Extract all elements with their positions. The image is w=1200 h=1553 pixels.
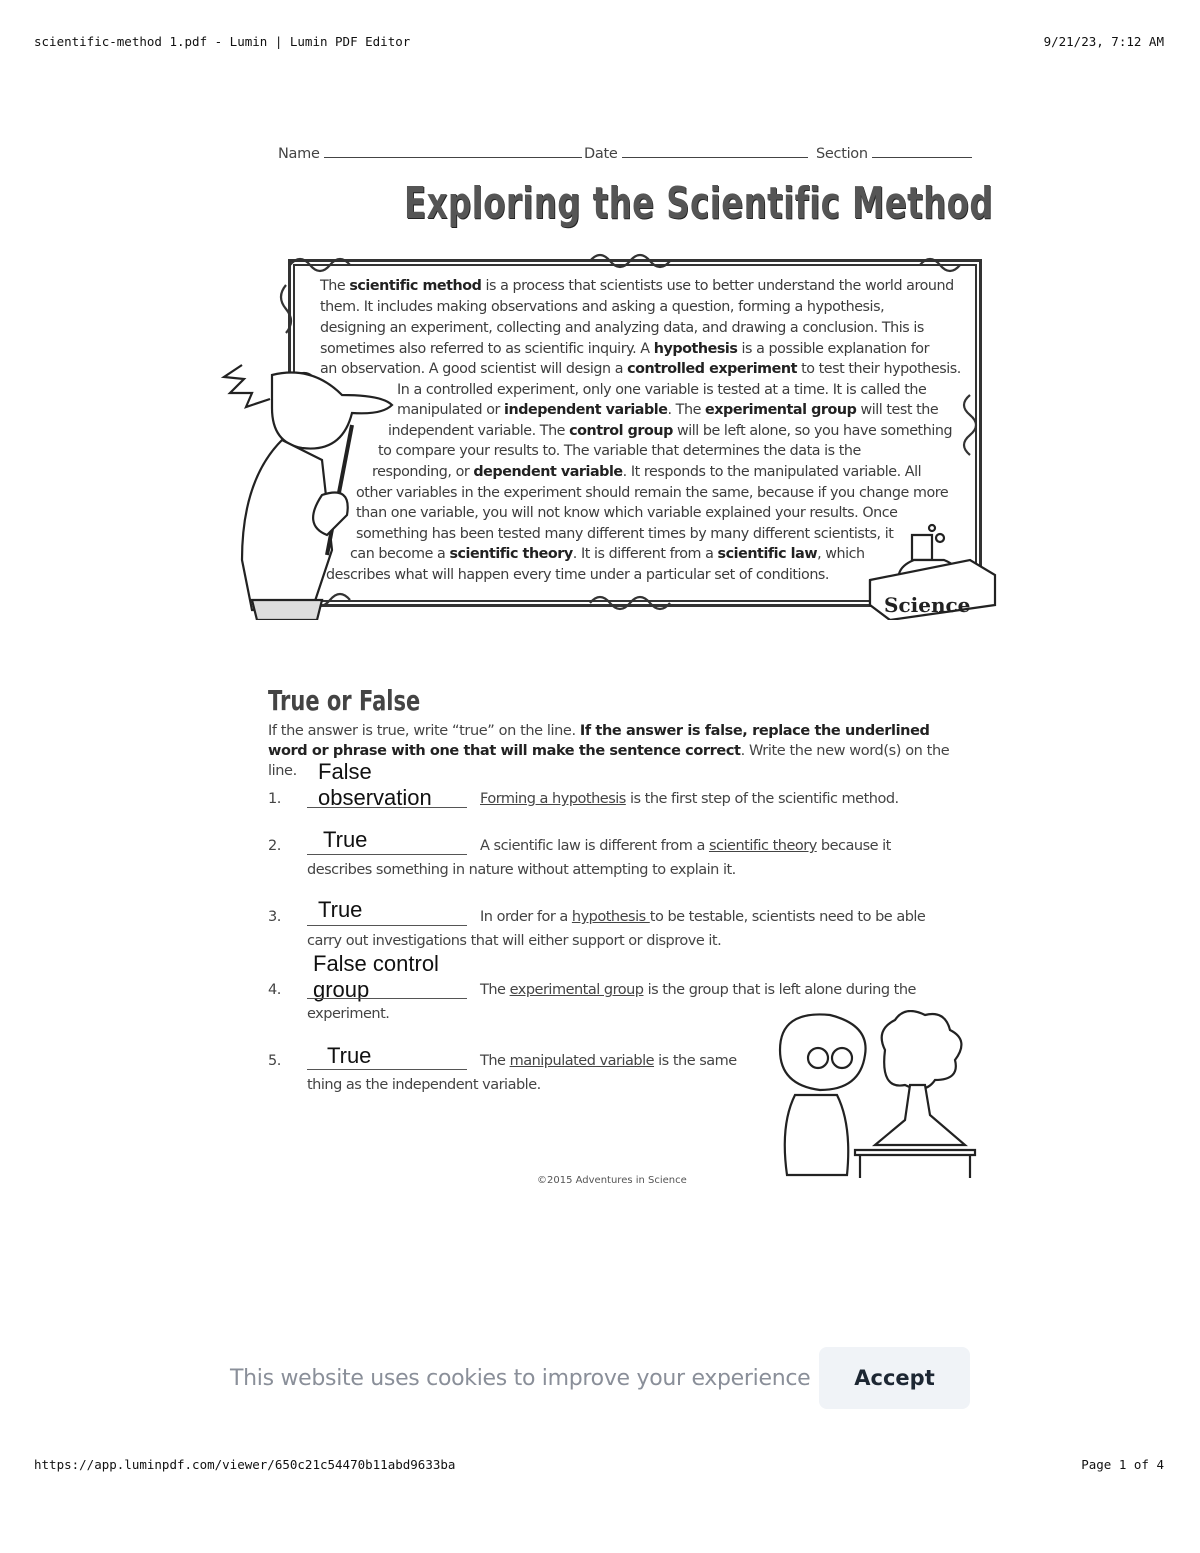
date-label: Date: [584, 146, 618, 162]
paragraph-line-7: manipulated or independent variable. The experimental group will test the: [397, 402, 939, 418]
paragraph-line-2: them. It includes making observations and asking a question, forming a hypothesis,: [320, 299, 885, 315]
date-line: [622, 143, 808, 158]
paragraph-line-10: responding, or dependent variable. It responds to the manipulated variable. All: [372, 464, 922, 480]
answer-5[interactable]: True: [327, 1043, 372, 1068]
question-number-2: 2.: [268, 838, 281, 854]
name-line: [324, 143, 582, 158]
copyright: ©2015 Adventures in Science: [537, 1175, 687, 1186]
name-label: Name: [278, 146, 320, 162]
question-text-4-line-1: The experimental group is the group that is left alone during the: [480, 982, 916, 998]
question-text-3-line-2: carry out investigations that will either support or disprove it.: [307, 933, 722, 949]
question-text-3-line-1: In order for a hypothesis to be testable, scientists need to be able: [480, 909, 926, 925]
accept-button[interactable]: Accept: [819, 1347, 970, 1409]
paragraph-line-3: designing an experiment, collecting and analyzing data, and drawing a conclusion. This is: [320, 320, 924, 336]
science-book-illustration: [862, 520, 1007, 620]
page-indicator: Page 1 of 4: [1081, 1457, 1164, 1472]
question-text-2-line-1: A scientific law is different from a scientific theory because it: [480, 838, 891, 854]
section-label: Section: [816, 146, 868, 162]
worksheet-title: Exploring the Scientific Method: [404, 178, 993, 229]
page-url: https://app.luminpdf.com/viewer/650c21c54470b11abd9633ba: [34, 1457, 456, 1472]
question-text-5-line-1: The manipulated variable is the same: [480, 1053, 737, 1069]
cookie-banner: [0, 1330, 1200, 1430]
question-text-2-line-2: describes something in nature without attempting to explain it.: [307, 862, 736, 878]
question-number-5: 5.: [268, 1053, 281, 1069]
cookie-message: This website uses cookies to improve your experience: [230, 1366, 811, 1391]
paragraph-line-11: other variables in the experiment should remain the same, because if you change more: [356, 485, 949, 501]
paragraph-line-13: something has been tested many different times by many different scientists, it: [356, 526, 894, 542]
paragraph-line-8: independent variable. The control group will be left alone, so you have something: [388, 423, 953, 439]
paragraph-line-9: to compare your results to. The variable that determines the data is the: [378, 443, 861, 459]
paragraph-line-15: describes what will happen every time under a particular set of conditions.: [326, 567, 830, 583]
section-line: [872, 143, 972, 158]
question-text-4-line-2: experiment.: [307, 1006, 390, 1022]
true-false-heading: True or False: [268, 684, 421, 717]
answer-2[interactable]: True: [323, 827, 368, 852]
answer-line-2: [307, 853, 467, 855]
volcano-illustration: [760, 1010, 1000, 1185]
section-field: [816, 143, 972, 162]
answer-1[interactable]: False observation: [318, 759, 432, 810]
name-field: [278, 143, 582, 162]
science-book-label: Science: [884, 593, 971, 617]
paragraph-line-14: can become a scientific theory. It is different from a scientific law, which: [350, 546, 865, 562]
date-field: [584, 143, 808, 162]
question-number-3: 3.: [268, 909, 281, 925]
answer-4[interactable]: False control group: [313, 951, 439, 1002]
paragraph-line-5: an observation. A good scientist will design a controlled experiment to test their hypothesis.: [320, 361, 961, 377]
paragraph-line-1: The scientific method is a process that scientists use to better understand the world around: [320, 278, 954, 294]
answer-line-5: [307, 1068, 467, 1070]
answer-line-4: [307, 997, 467, 999]
paragraph-line-4: sometimes also referred to as scientific inquiry. A hypothesis is a possible explanation for: [320, 341, 930, 357]
instructions: If the answer is true, write “true” on the line. If the answer is false, replace the underlined word or phrase with one that will make the sentence correct. Write the new word(s) on the line.: [268, 723, 950, 779]
print-timestamp: 9/21/23, 7:12 AM: [1043, 34, 1164, 49]
answer-line-1: [307, 806, 467, 808]
question-number-1: 1.: [268, 791, 281, 807]
question-text-1: Forming a hypothesis is the first step of the scientific method.: [480, 791, 899, 807]
answer-3[interactable]: True: [318, 897, 363, 922]
paragraph-line-12: than one variable, you will not know which variable explained your results. Once: [356, 505, 898, 521]
question-text-5-line-2: thing as the independent variable.: [307, 1077, 541, 1093]
paragraph-line-6: In a controlled experiment, only one variable is tested at a time. It is called the: [397, 382, 927, 398]
answer-line-3: [307, 924, 467, 926]
question-number-4: 4.: [268, 982, 281, 998]
document-title: scientific-method 1.pdf - Lumin | Lumin PDF Editor: [34, 34, 411, 49]
